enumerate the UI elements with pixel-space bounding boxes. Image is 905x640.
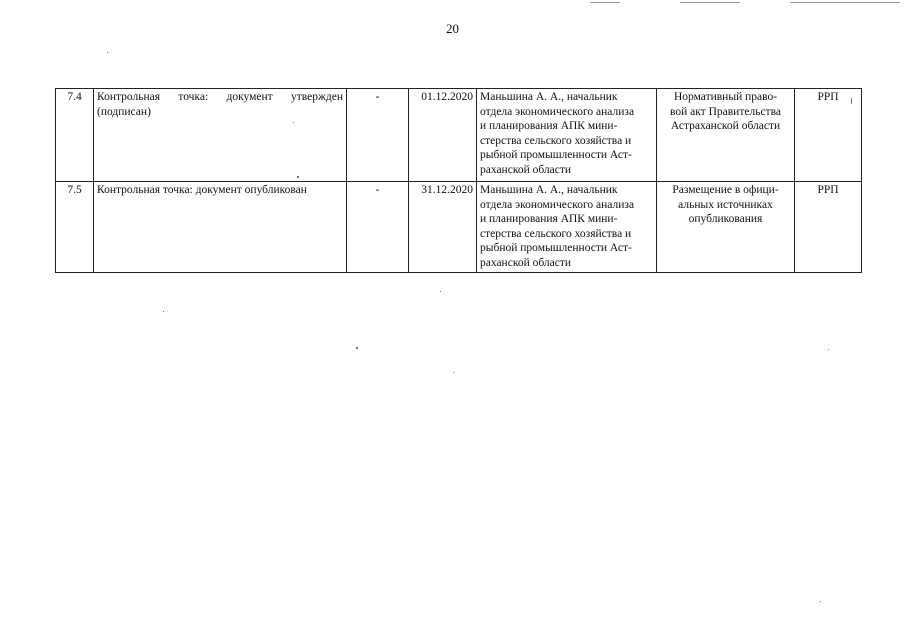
row-end-date: 31.12.2020 bbox=[409, 182, 477, 273]
scan-speck bbox=[453, 372, 454, 373]
scan-speck bbox=[851, 98, 852, 104]
scan-speck bbox=[107, 52, 108, 53]
table-row bbox=[56, 182, 862, 273]
row-responsible bbox=[477, 89, 657, 182]
row-start: - bbox=[347, 89, 409, 182]
responsible-line: раханской области bbox=[480, 256, 572, 269]
row-responsible bbox=[477, 182, 657, 273]
row-name: Контрольная точка: документ утвержден (подписан) bbox=[94, 89, 347, 182]
scan-speck bbox=[440, 291, 441, 292]
page-number: 20 bbox=[446, 21, 459, 36]
responsible-line: Маньшина А. А., начальник bbox=[480, 184, 618, 196]
scan-speck bbox=[163, 311, 164, 312]
responsible-line: стерства сельского хозяйства и bbox=[480, 227, 632, 240]
row-name: Контрольная точка: документ опубликован bbox=[94, 182, 347, 273]
result-line: Астраханской области bbox=[670, 120, 781, 133]
scan-speck bbox=[297, 176, 299, 178]
responsible-line: и планирования АПК мини- bbox=[480, 120, 618, 133]
responsible-line: отдела экономического анализа bbox=[480, 198, 635, 211]
scan-speck bbox=[293, 122, 294, 123]
responsible-line: рыбной промышленности Аст- bbox=[480, 149, 632, 162]
scan-artifact-line bbox=[790, 2, 900, 3]
scan-artifact-line bbox=[680, 2, 740, 3]
result-line: вой акт Правительства bbox=[670, 105, 781, 118]
scan-artifact-line bbox=[590, 2, 620, 3]
result-line: Нормативный право- bbox=[673, 91, 778, 103]
row-result bbox=[657, 182, 795, 273]
row-source: РРП bbox=[795, 89, 862, 182]
scan-speck bbox=[820, 601, 821, 602]
table-row bbox=[56, 89, 862, 182]
result-line: опубликования bbox=[688, 213, 763, 226]
row-end-date: 01.12.2020 bbox=[409, 89, 477, 182]
row-result bbox=[657, 89, 795, 182]
responsible-line: раханской области bbox=[480, 163, 572, 176]
result-line: Размещение в офици- bbox=[672, 184, 779, 196]
scan-speck bbox=[356, 347, 358, 349]
control-points-table bbox=[55, 88, 862, 273]
responsible-line: Маньшина А. А., начальник bbox=[480, 91, 618, 103]
responsible-line: и планирования АПК мини- bbox=[480, 213, 618, 226]
responsible-line: стерства сельского хозяйства и bbox=[480, 134, 632, 147]
responsible-line: рыбной промышленности Аст- bbox=[480, 242, 632, 255]
row-start: - bbox=[347, 182, 409, 273]
responsible-line: отдела экономического анализа bbox=[480, 105, 635, 118]
row-number: 7.5 bbox=[56, 182, 94, 273]
row-number: 7.4 bbox=[56, 89, 94, 182]
scan-speck bbox=[828, 349, 829, 350]
row-source: РРП bbox=[795, 182, 862, 273]
result-line: альных источниках bbox=[678, 198, 773, 211]
